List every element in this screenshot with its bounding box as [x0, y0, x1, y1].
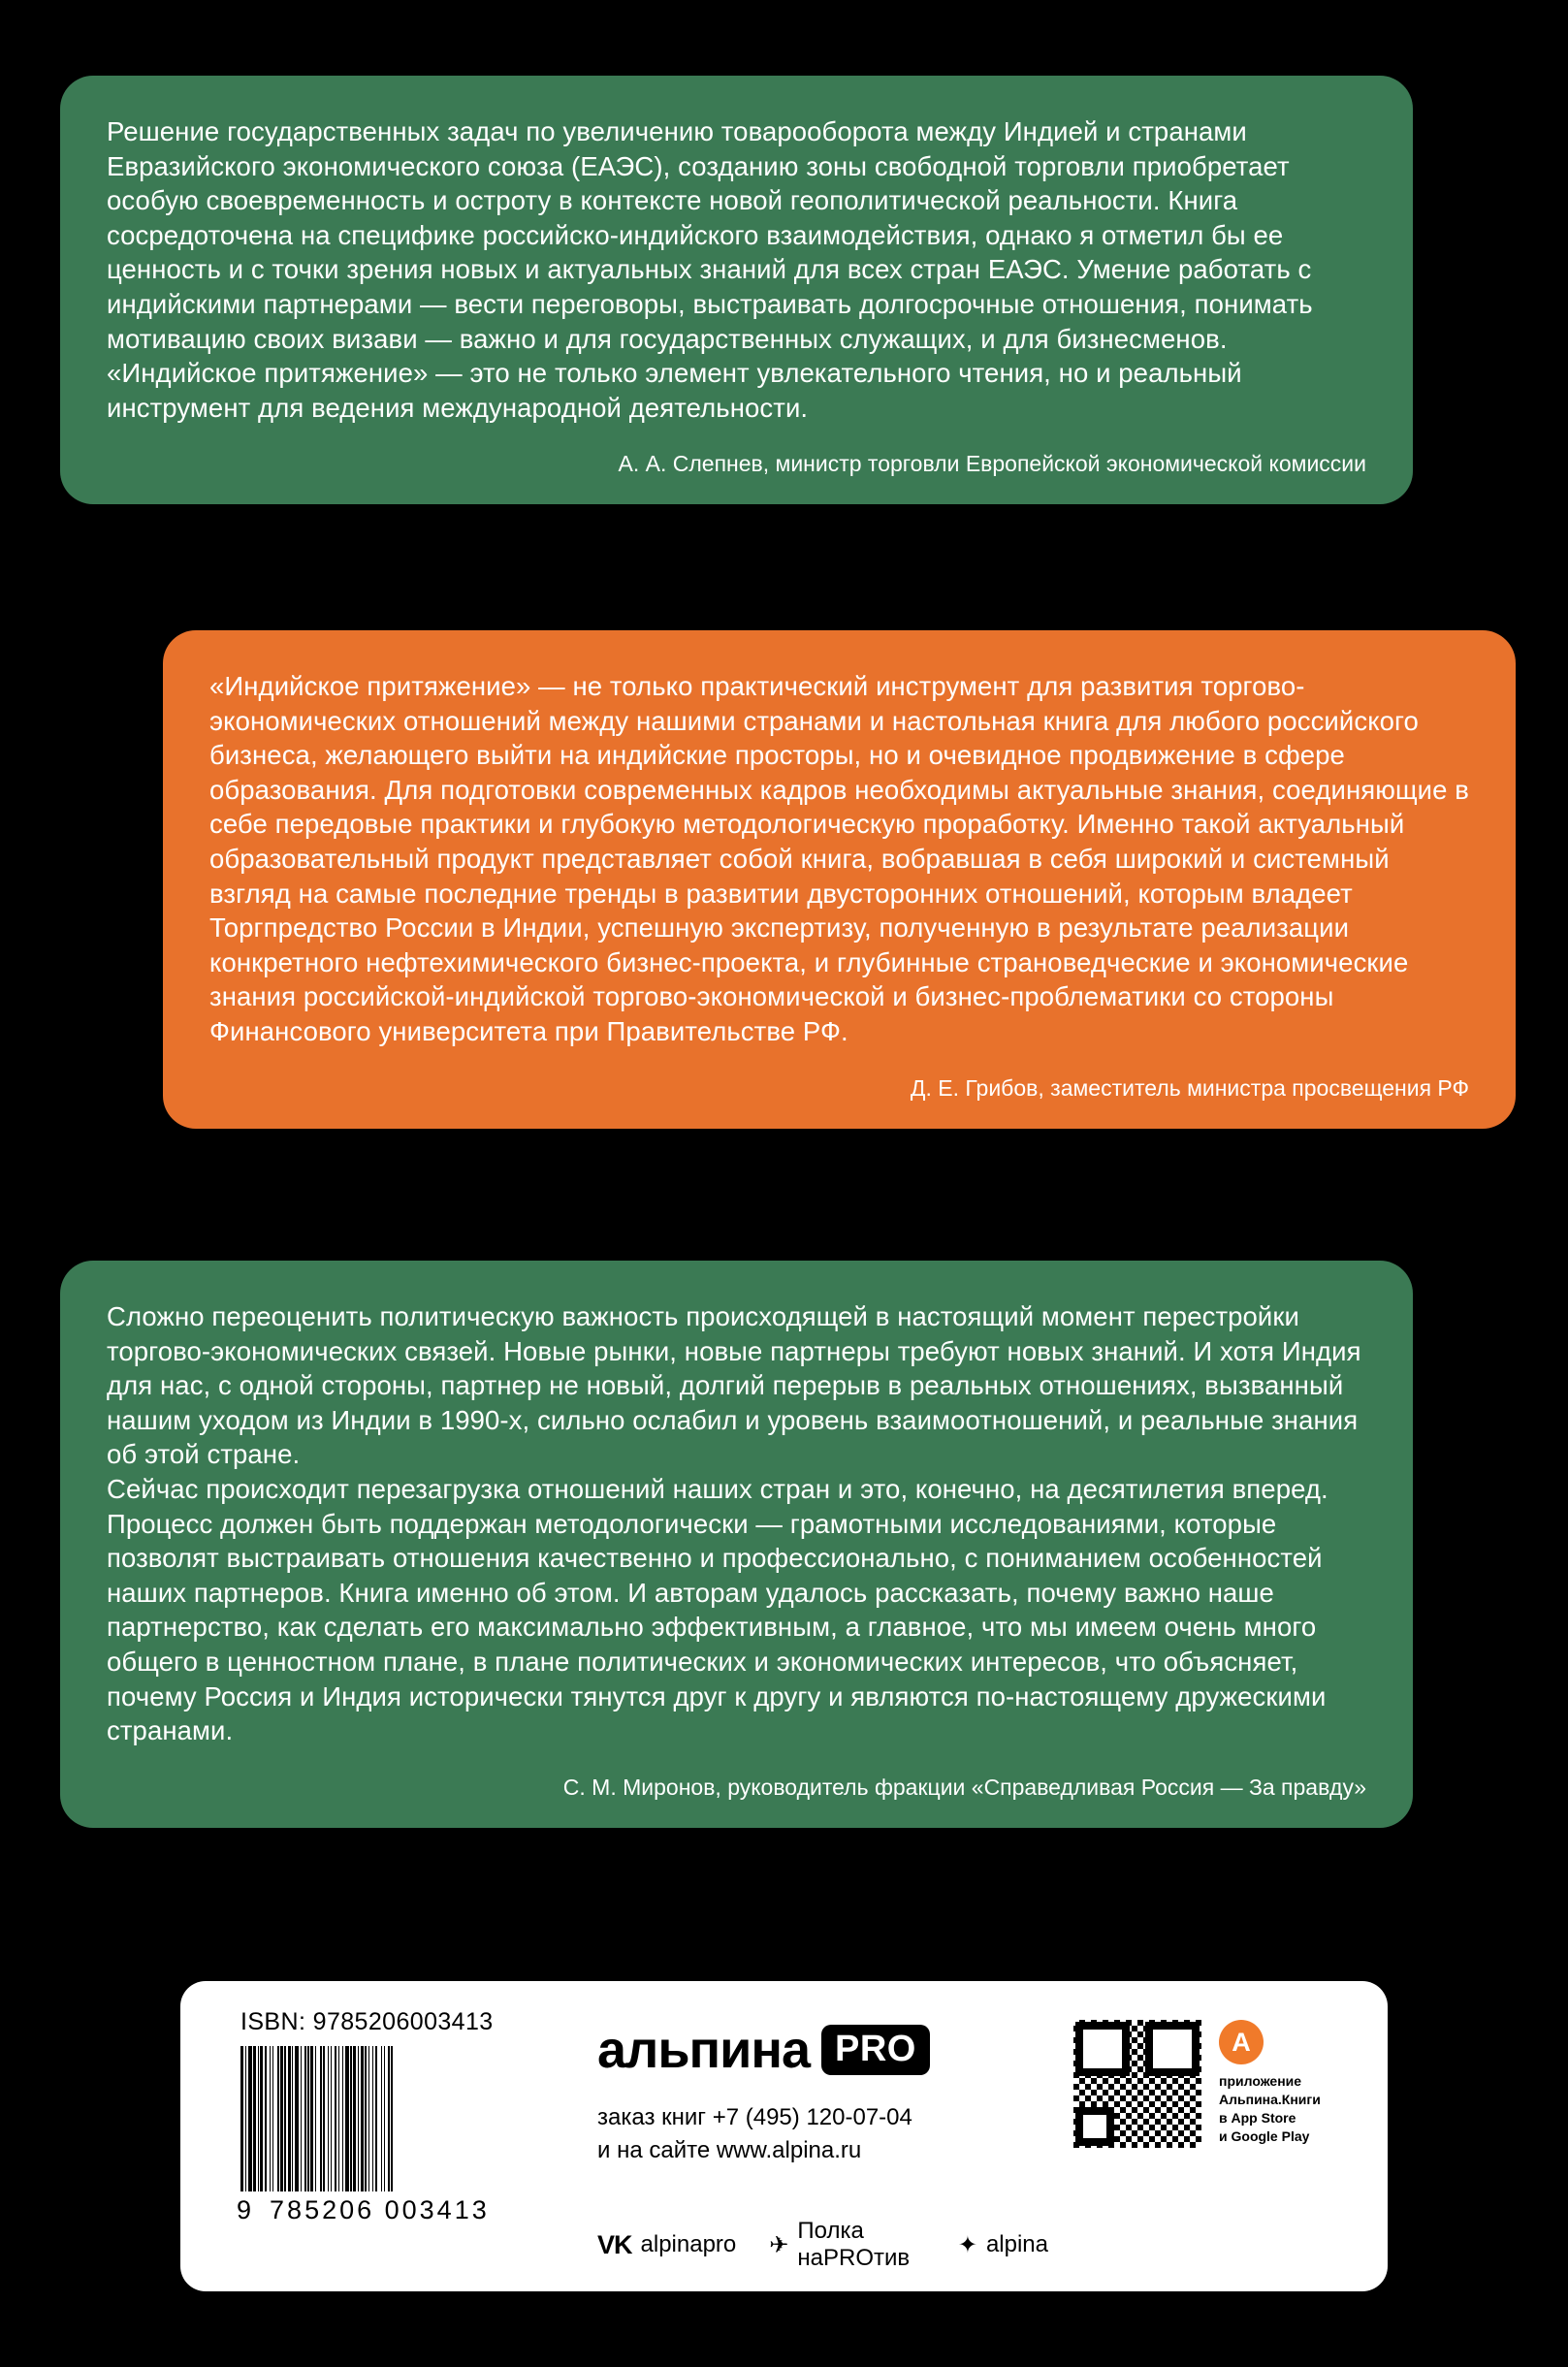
quote-attribution: А. А. Слепнев, министр торговли Европейской экономической комиссии: [618, 451, 1366, 477]
quote-attribution: Д. Е. Грибов, заместитель министра просвещения РФ: [910, 1074, 1469, 1101]
qr-area: [1068, 1981, 1388, 2291]
quote-text: Сложно переоценить политическую важность происходящей в настоящий момент перестройки торгово-экономических связей. Новые рынки, новые партнеры требуют новых знаний. И хотя Индия для нас, с одной стороны, партнер не новый, долгий перерыв в реальных отношениях, вызванный нашим уходом из Индии в 1990-х, сильно ослабил и уровень взаимоотношений, и реальные знания об этой стране.: [107, 1301, 1361, 1470]
social-alpina[interactable]: [958, 2231, 1048, 2259]
app-caption-line: в App Store: [1219, 2109, 1296, 2126]
publisher-name: альпина: [597, 2021, 810, 2079]
barcode-number: 785206 003413: [270, 2195, 490, 2224]
order-phone: заказ книг +7 (495) 120-07-04: [597, 2104, 912, 2130]
order-website: и на сайте www.alpina.ru: [597, 2136, 862, 2163]
quote-endorsement-1: [60, 76, 1413, 504]
social-vk-label: alpinapro: [640, 2231, 737, 2257]
social-vk[interactable]: [597, 2230, 736, 2260]
app-caption: [1219, 2072, 1321, 2146]
vk-icon: VK: [597, 2229, 632, 2259]
isbn-label: ISBN: 9785206003413: [240, 2008, 494, 2035]
quote-endorsement-3: [60, 1261, 1413, 1828]
alpina-app-icon: A: [1219, 2020, 1264, 2064]
telegram-icon: ✈: [769, 2231, 789, 2258]
social-telegram-label: Полка наPROтив: [797, 2218, 911, 2271]
social-alpina-label: alpina: [985, 2231, 1048, 2257]
publisher-logo: [597, 2021, 1048, 2079]
publisher-mark: PRO: [821, 2025, 930, 2075]
imprint-panel: [180, 1981, 1388, 2291]
isbn-area: [180, 1981, 588, 2291]
barcode: [215, 2046, 570, 2272]
barcode-bars: [240, 2046, 570, 2191]
social-telegram[interactable]: [769, 2218, 925, 2272]
quote-text: Сейчас происходит перезагрузка отношений наших стран и это, конечно, на десятилетия вперед. Процесс должен быть поддержан методологически — грамотными исследованиями, которые позволят выстраивать отношения качественно и профессионально, с пониманием особенностей наших партнеров. Книга именно об этом. И авторам удалось рассказать, почему важно наше партнерство, как сделать его максимально эффективным, а главное, что мы имеем очень много общего в ценностном плане, в плане политических и экономических интересов, что объясняет, почему Россия и Индия исторически тянутся друг к другу и являются по-настоящему дружескими странами.: [107, 1474, 1328, 1746]
app-badge: [1219, 2020, 1321, 2272]
quote-attribution: С. М. Миронов, руководитель фракции «Справедливая Россия — За правду»: [562, 1774, 1366, 1800]
app-caption-line: приложение: [1219, 2073, 1302, 2089]
app-caption-line: и Google Play: [1219, 2127, 1310, 2144]
barcode-digits: [237, 2195, 570, 2225]
order-info: [597, 2101, 1048, 2166]
quote-text: Решение государственных задач по увеличению товарооборота между Индией и странами Евразийского экономического союза (ЕАЭС), созданию зоны свободной торговли приобретает особую своевременность и остроту в контексте новой геополитической реальности. Книга сосредоточена на специфике российско-индийского взаимодействия, однако я отметил бы ее ценность и с точки зрения новых и актуальных знаний для всех стран ЕАЭС. Умение работать с индийскими партнерами — вести переговоры, выстраивать долгосрочные отношения, понимать мотивацию своих визави — важно и для государственных служащих, и для бизнесменов. «Индийское притяжение» — это не только элемент увлекательного чтения, но и реальный инструмент для ведения международной деятельности.: [107, 116, 1313, 423]
quote-text: «Индийское притяжение» — не только практический инструмент для развития торгово-экономических отношений между нашими странами и настольная книга для любого российского бизнеса, желающего выйти на индийские просторы, но и очевидное продвижение в сфере образования. Для подготовки современных кадров необходимы актуальные знания, соединяющие в себе передовые практики и глубокую методологическую проработку. Именно такой актуальный образовательный продукт представляет собой книга, вобравшая в себя широкий и системный взгляд на самые последние тренды в развитии двусторонних отношений, которым владеет Торгпредство России в Индии, успешную экспертизу, полученную в результате реализации конкретного нефтехимического бизнес-проекта, и глубинные страноведческие и экономические знания российской-индийской торгово-экономической и бизнес-проблематики со стороны Финансового университета при Правительстве РФ.: [209, 671, 1469, 1047]
alpina-icon: ✦: [957, 2231, 977, 2258]
quote-endorsement-2: [163, 630, 1516, 1129]
barcode-lead-digit: 9: [237, 2195, 255, 2224]
publisher-area: [588, 1981, 1068, 2291]
qr-code[interactable]: [1073, 2020, 1201, 2148]
social-links: [597, 2218, 1048, 2272]
app-caption-line: Альпина.Книги: [1219, 2091, 1321, 2107]
